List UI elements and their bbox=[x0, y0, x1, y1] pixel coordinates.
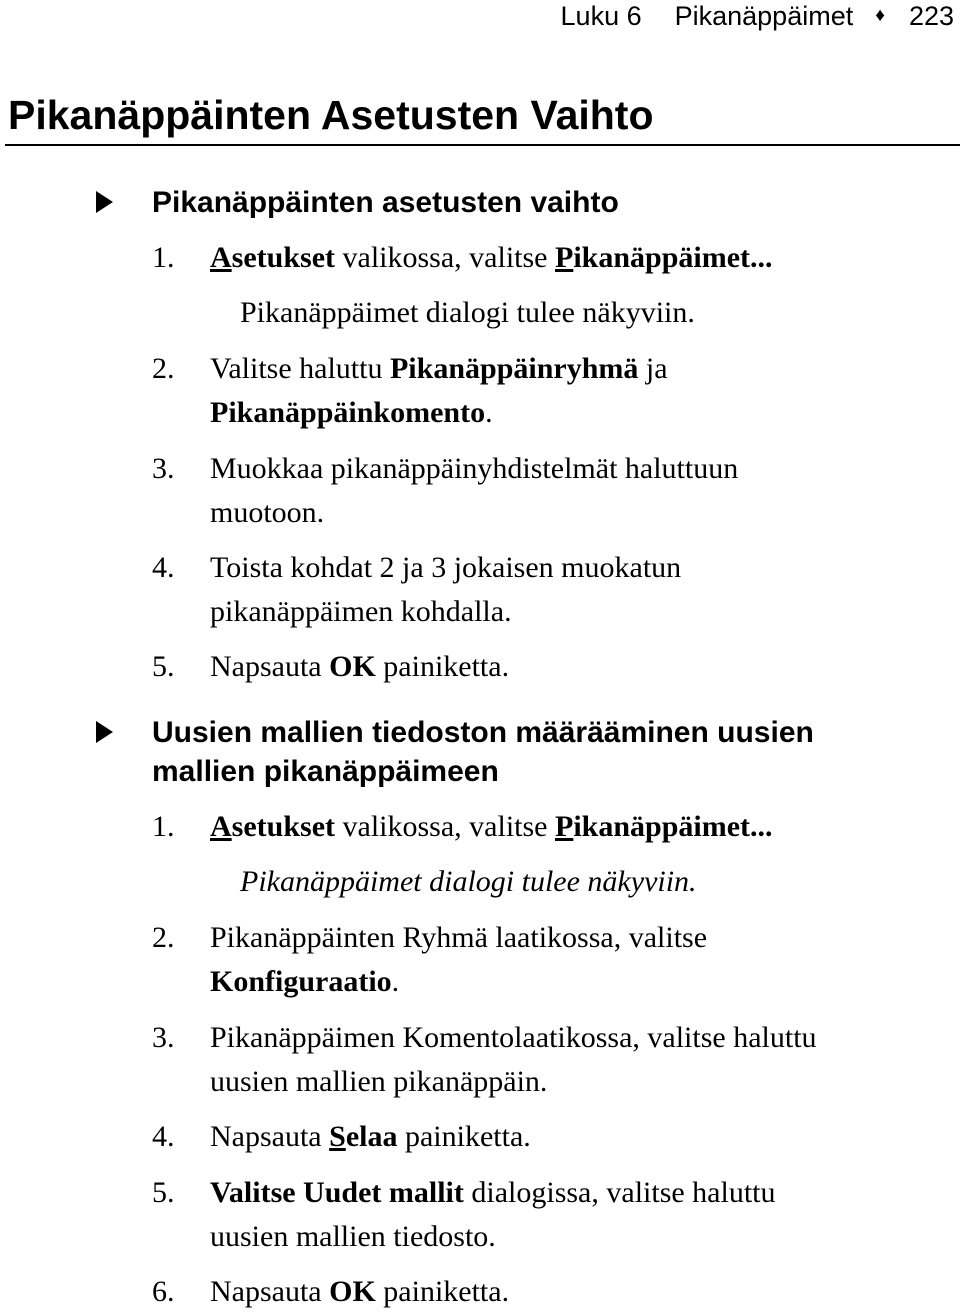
step-text: Pikanäppäinten Ryhmä laatikossa, valitse Konfiguraatio. bbox=[210, 921, 708, 998]
triangle-bullet-icon bbox=[96, 721, 113, 743]
step-number: 1. bbox=[152, 241, 175, 274]
step-number: 2. bbox=[152, 352, 175, 385]
running-header bbox=[561, 0, 954, 32]
step-text: Valitse haluttu Pikanäppäinryhmä ja Pikanäppäinkomento. bbox=[210, 352, 668, 429]
triangle-bullet-icon bbox=[96, 191, 113, 213]
page-number: 223 bbox=[908, 1, 954, 31]
step-number: 4. bbox=[152, 1120, 175, 1153]
section-label: Pikanäppäimet bbox=[674, 1, 854, 31]
step-text: Muokkaa pikanäppäinyhdistelmät haluttuun muotoon. bbox=[210, 452, 739, 529]
step-number: 1. bbox=[152, 810, 175, 843]
step-number: 4. bbox=[152, 551, 175, 584]
step-number: 5. bbox=[152, 650, 175, 683]
step-number: 3. bbox=[152, 1021, 175, 1054]
title-divider bbox=[5, 144, 960, 146]
procedure-heading-text: Pikanäppäinten asetusten vaihto bbox=[152, 186, 619, 219]
procedure-heading bbox=[152, 183, 942, 222]
step-number: 6. bbox=[152, 1275, 175, 1308]
step-note: Pikanäppäimet dialogi tulee näkyviin. bbox=[240, 296, 695, 329]
procedure-heading bbox=[152, 713, 942, 791]
step-number: 5. bbox=[152, 1176, 175, 1209]
step-text: Asetukset valikossa, valitse Pikanäppäimet... bbox=[210, 810, 773, 843]
step-text: Valitse Uudet mallit dialogissa, valitse haluttu uusien mallien tiedosto. bbox=[210, 1176, 776, 1253]
step-number: 3. bbox=[152, 452, 175, 485]
step-note: Pikanäppäimet dialogi tulee näkyviin. bbox=[240, 865, 697, 898]
step-text: Napsauta OK painiketta. bbox=[210, 1275, 510, 1308]
step-text: Napsauta Selaa painiketta. bbox=[210, 1120, 531, 1153]
step-text: Pikanäppäimen Komentolaatikossa, valitse haluttu uusien mallien pikanäppäin. bbox=[210, 1021, 817, 1098]
chapter-label: Luku 6 bbox=[560, 1, 642, 31]
page-title: Pikanäppäinten Asetusten Vaihto bbox=[8, 92, 654, 138]
step-text: Napsauta OK painiketta. bbox=[210, 650, 510, 683]
step-number: 2. bbox=[152, 921, 175, 954]
procedure-heading-text: Uusien mallien tiedoston määrääminen uusien mallien pikanäppäimeen bbox=[152, 716, 814, 788]
step-text: Asetukset valikossa, valitse Pikanäppäimet... bbox=[210, 241, 773, 274]
step-text: Toista kohdat 2 ja 3 jokaisen muokatun pikanäppäimen kohdalla. bbox=[210, 551, 682, 628]
diamond-icon: ♦ bbox=[875, 5, 885, 26]
